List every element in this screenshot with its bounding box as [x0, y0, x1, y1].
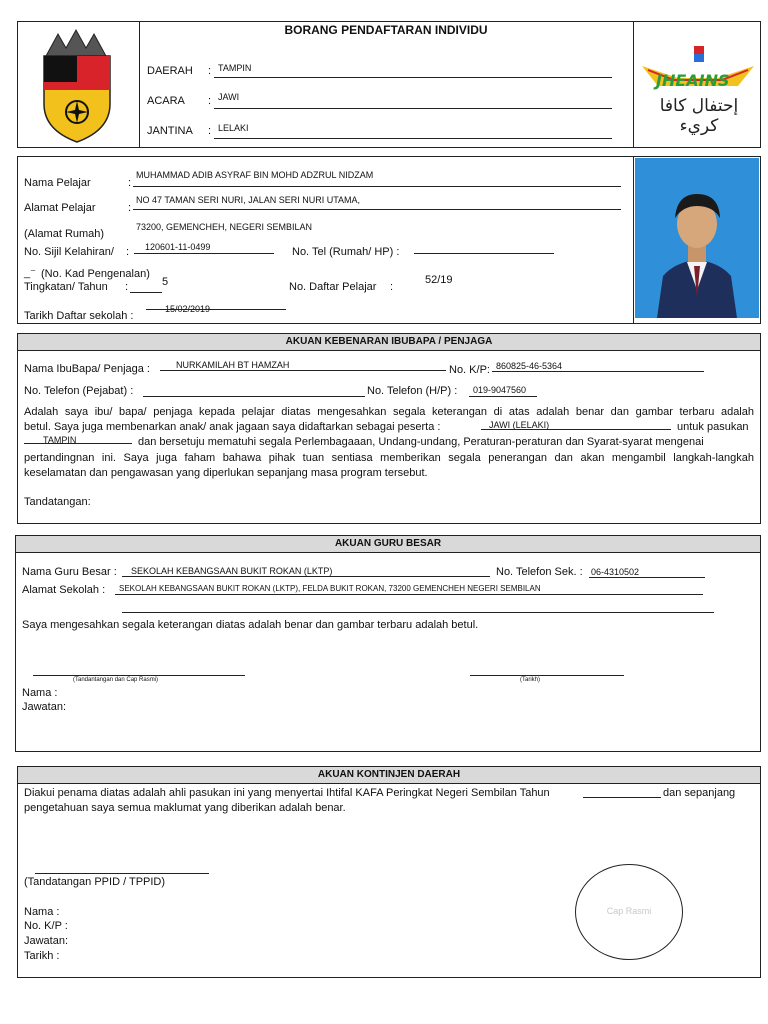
parent-tel-hp-value: 019-9047560: [473, 385, 527, 395]
headmaster-tel-label: No. Telefon Sek. :: [496, 566, 583, 578]
parent-tel-office-line: [143, 396, 365, 397]
student-name-label: Nama Pelajar: [24, 177, 91, 189]
headmaster-name-value: SEKOLAH KEBANGSAAN BUKIT ROKAN (LKTP): [131, 566, 333, 576]
parent-team-line: [24, 443, 132, 444]
headmaster-section-header: AKUAN GURU BESAR: [16, 536, 760, 553]
student-name-value: MUHAMMAD ADIB ASYRAF BIN MOHD ADZRUL NIDZAM: [136, 170, 374, 180]
reg-no-label: No. Daftar Pelajar: [289, 281, 377, 293]
daerah-colon: :: [208, 65, 212, 77]
acara-value: JAWI: [218, 92, 240, 102]
daerah-label: DAERAH: [147, 65, 193, 77]
parent-event-value: JAWI (LELAKI): [489, 420, 550, 430]
form-label: Tingkatan/ Tahun: [24, 281, 108, 293]
jheains-logo-text: JHEAINS: [656, 71, 730, 90]
birth-cert-line: [134, 253, 274, 254]
ic-dash: _⁻: [24, 267, 36, 279]
reg-no-value: 52/19: [425, 274, 453, 286]
ic-label: (No. Kad Pengenalan): [41, 268, 150, 280]
parent-event-line: [481, 429, 671, 430]
jheains-logo-arabic: إحتفال كافا كريء: [659, 96, 739, 136]
reg-date-label: Tarikh Daftar sekolah :: [24, 310, 134, 322]
contingent-para-line2: pengetahuan saya semua maklumat yang diberikan adalah benar.: [24, 802, 346, 814]
official-stamp-label: Cap Rasmi: [606, 906, 652, 916]
parent-para-line5: keselamatan dan pengawasan yang diperlukan sepanjang masa program tersebut.: [24, 467, 428, 479]
headmaster-name-label: Nama Guru Besar :: [22, 566, 117, 578]
headmaster-date-caption: (Tarikh): [520, 677, 541, 683]
headmaster-nama-label: Nama :: [22, 687, 58, 699]
reg-date-line: [146, 309, 286, 310]
acara-colon: :: [208, 95, 212, 107]
birth-cert-label: No. Sijil Kelahiran/: [24, 246, 114, 258]
contingent-year-line: [583, 797, 661, 798]
birth-cert-colon: :: [126, 246, 130, 258]
reg-date-value: 15/02/2019: [165, 304, 211, 314]
header-divider-left: [139, 21, 140, 148]
contingent-section-header: AKUAN KONTINJEN DAERAH: [18, 767, 760, 784]
form-value: 5: [162, 276, 169, 288]
student-photo: [635, 158, 759, 318]
student-address-line2: 73200, GEMENCHEH, NEGERI SEMBILAN: [136, 222, 313, 232]
form-colon: :: [125, 281, 129, 293]
form-title: BORANG PENDAFTARAN INDIVIDU: [284, 23, 488, 37]
parent-signature-label: Tandatangan:: [24, 496, 91, 508]
parent-team-value: TAMPIN: [43, 435, 77, 445]
acara-label: ACARA: [147, 95, 185, 107]
home-tel-label: No. Tel (Rumah/ HP) :: [292, 246, 400, 258]
contingent-nama-label: Nama :: [24, 906, 60, 918]
header-divider-right: [633, 21, 634, 148]
contingent-jawatan-label: Jawatan:: [24, 935, 69, 947]
jheains-logo: [638, 44, 758, 136]
student-address-underline: [133, 209, 621, 210]
daerah-value: TAMPIN: [218, 63, 252, 73]
headmaster-box: [15, 535, 761, 752]
headmaster-statement: Saya mengesahkan segala keterangan diatas adalah benar dan gambar terbaru adalah betul.: [22, 619, 479, 631]
student-name-colon: :: [128, 177, 132, 189]
headmaster-tel-line: [589, 577, 705, 578]
parent-kp-value: 860825-46-5364: [496, 361, 563, 371]
jantina-colon: :: [208, 125, 212, 137]
parent-tel-hp-label: No. Telefon (H/P) :: [367, 385, 458, 397]
contingent-para-line1a: Diakui penama diatas adalah ahli pasukan ini yang menyertai Ihtifal KAFA Peringkat Negeri Sembilan Tahun: [24, 787, 550, 799]
birth-cert-value: 120601-11-0499: [145, 242, 211, 252]
jantina-value: LELAKI: [218, 123, 249, 133]
parent-para-line2a: betul. Saya juga membenarkan anak/ anak jagaan saya didaftarkan sebagai peserta :: [24, 421, 441, 433]
headmaster-tel-value: 06-4310502: [591, 567, 640, 577]
headmaster-name-line: [122, 576, 490, 577]
home-tel-line: [414, 253, 554, 254]
parent-tel-hp-line: [469, 396, 537, 397]
contingent-tarikh-label: Tarikh :: [24, 950, 60, 962]
student-address-label: Alamat Pelajar: [24, 202, 96, 214]
parent-para-line4: pertandingnan ini. Saya juga faham bahawa pihak tuan sentiasa memberikan segala penerangan dan akan mengambil langkah-langkah: [24, 452, 754, 464]
school-address-label: Alamat Sekolah :: [22, 584, 106, 596]
jantina-label: JANTINA: [147, 125, 193, 137]
contingent-sign-label: (Tandatangan PPID / TPPID): [24, 876, 166, 888]
student-address-label2: (Alamat Rumah): [24, 228, 105, 240]
parent-para-line3: dan bersetuju mematuhi segala Perlembagaaan, Undang-undang, Peraturan-peraturan dan Syarat-syarat mengenai: [138, 436, 704, 448]
contingent-sign-line: [35, 873, 209, 874]
student-address-colon: :: [128, 202, 132, 214]
reg-no-colon: :: [390, 281, 394, 293]
contingent-para-line1b: dan sepanjang: [663, 787, 736, 799]
parent-name-line: [160, 370, 446, 371]
state-crest-logo: [36, 26, 118, 144]
headmaster-date-line: [470, 675, 624, 676]
school-address-value: SEKOLAH KEBANGSAAN BUKIT ROKAN (LKTP), FELDA BUKIT ROKAN, 73200 GEMENCHEH NEGERI SEMBILAN: [119, 584, 541, 593]
student-name-line: [133, 186, 621, 187]
headmaster-jawatan-label: Jawatan:: [22, 701, 67, 713]
parent-kp-label: No. K/P:: [449, 364, 490, 376]
headmaster-sign-caption: (Tandantangan dan Cap Rasmi): [73, 677, 159, 683]
photo-divider: [633, 156, 634, 324]
parent-name-value: NURKAMILAH BT HAMZAH: [176, 360, 290, 370]
daerah-line: [214, 77, 612, 78]
parent-para-line2b: untuk pasukan: [677, 421, 749, 433]
form-line: [130, 292, 162, 293]
contingent-kp-label: No. K/P :: [24, 920, 68, 932]
school-address-line1: [115, 594, 703, 595]
acara-line: [214, 108, 612, 109]
parent-section-header: AKUAN KEBENARAN IBUBAPA / PENJAGA: [18, 334, 760, 351]
parent-tel-office-label: No. Telefon (Pejabat) :: [24, 385, 134, 397]
student-address-line1: NO 47 TAMAN SERI NURI, JALAN SERI NURI UTAMA,: [136, 195, 361, 205]
parent-para-line1: Adalah saya ibu/ bapa/ penjaga kepada pelajar diatas mengesahkan segala keterangan di atas adalah benar dan gambar terbaru adalah: [24, 406, 754, 418]
school-address-line2: [122, 612, 714, 613]
parent-name-label: Nama IbuBapa/ Penjaga :: [24, 363, 150, 375]
parent-kp-line: [492, 371, 704, 372]
jantina-line: [214, 138, 612, 139]
headmaster-sign-line: [33, 675, 245, 676]
